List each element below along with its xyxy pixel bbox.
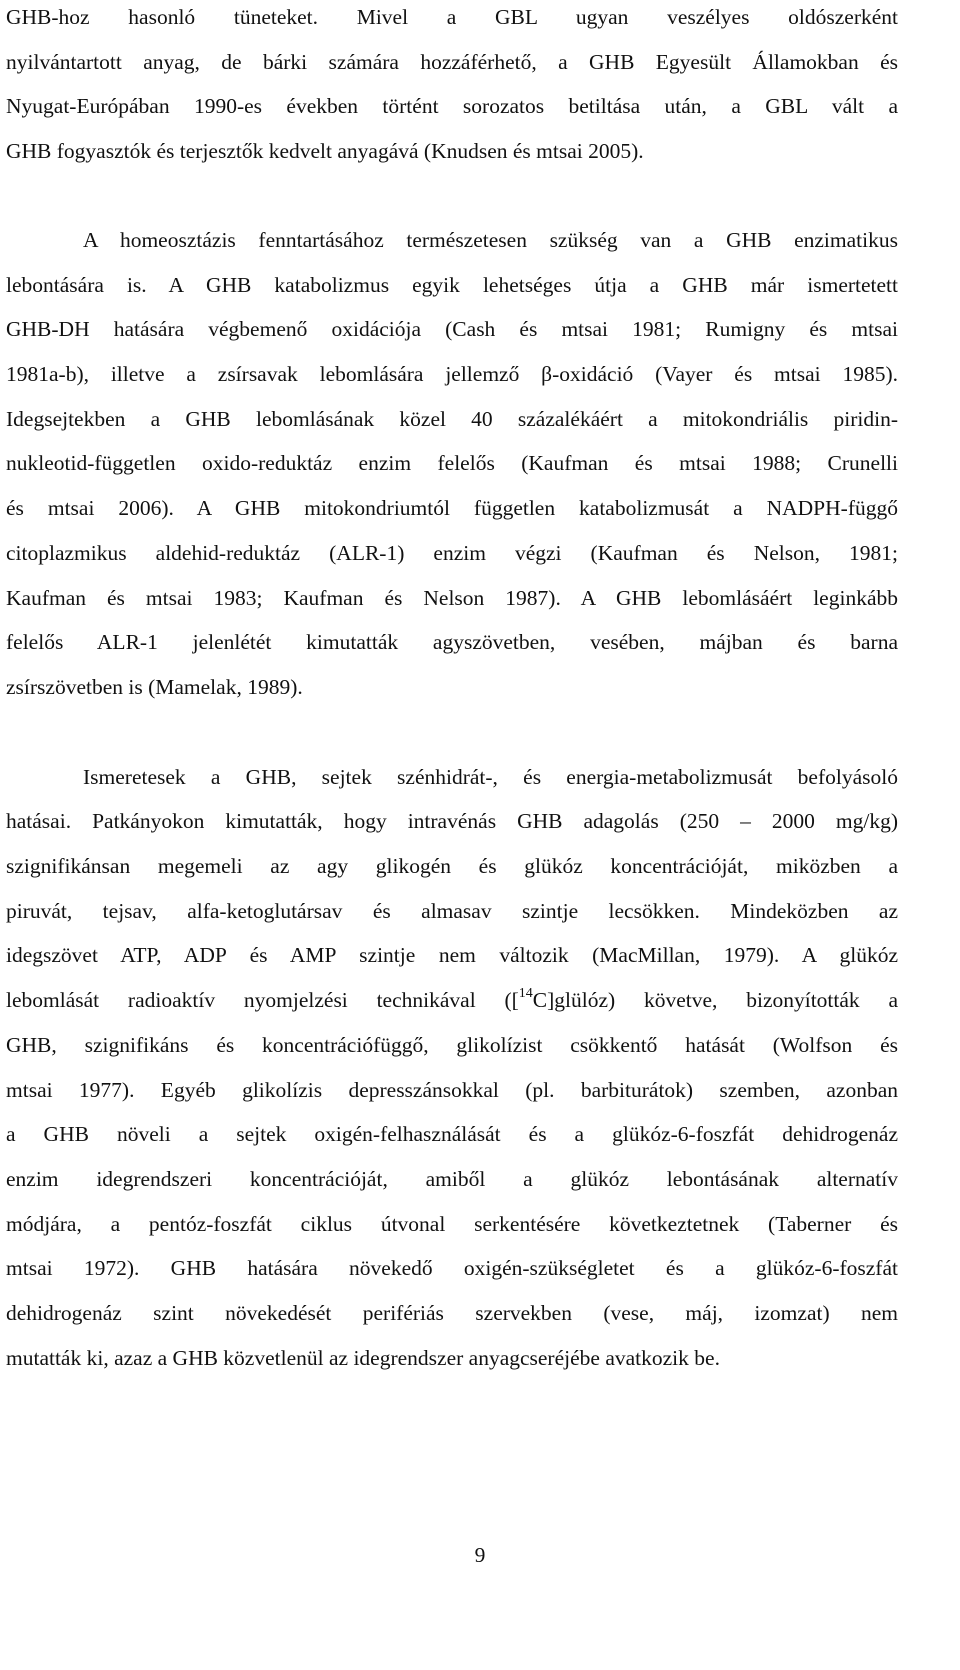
- text-line: citoplazmikus aldehid-reduktáz (ALR-1) enzim végzi (Kaufman és Nelson, 1981;: [6, 541, 898, 565]
- text-line: GHB-hoz hasonló tüneteket. Mivel a GBL ugyan veszélyes oldószerként: [6, 5, 898, 29]
- text-segment: C]glülóz) követve, bizonyították a: [532, 988, 899, 1012]
- text-line: Idegsejtekben a GHB lebomlásának közel 40 százalékáért a mitokondriális piridin-: [6, 407, 898, 431]
- superscript: 14: [518, 986, 533, 1001]
- text-line: GHB-DH hatására végbemenő oxidációja (Cash és mtsai 1981; Rumigny és mtsai: [6, 317, 898, 341]
- text-segment: lebomlását radioaktív nyomjelzési technikával ([: [6, 988, 519, 1012]
- text-line-with-superscript: [6, 985, 898, 1015]
- text-line: zsírszövetben is (Mamelak, 1989).: [6, 675, 303, 699]
- text-line: Nyugat-Európában 1990-es években történt sorozatos betiltása után, a GBL vált a: [6, 94, 898, 118]
- text-line: A homeosztázis fenntartásához természetesen szükség van a GHB enzimatikus: [83, 228, 898, 252]
- text-line: lebontására is. A GHB katabolizmus egyik lehetséges útja a GHB már ismertetett: [6, 273, 898, 297]
- text-line: GHB, szignifikáns és koncentrációfüggő, glikolízist csökkentő hatását (Wolfson és: [6, 1033, 898, 1057]
- text-line: nukleotid-független oxido-reduktáz enzim felelős (Kaufman és mtsai 1988; Crunelli: [6, 451, 898, 475]
- text-line: nyilvántartott anyag, de bárki számára hozzáférhető, a GHB Egyesült Államokban és: [6, 50, 898, 74]
- page-number: 9: [474, 1543, 486, 1567]
- text-line: mtsai 1977). Egyéb glikolízis depresszánsokkal (pl. barbiturátok) szemben, azonban: [6, 1078, 898, 1102]
- text-line: szignifikánsan megemeli az agy glikogén és glükóz koncentrációját, miközben a: [6, 854, 898, 878]
- text-line: mutatták ki, azaz a GHB közvetlenül az idegrendszer anyagcseréjébe avatkozik be.: [6, 1346, 720, 1370]
- text-line: mtsai 1972). GHB hatására növekedő oxigén-szükségletet és a glükóz-6-foszfát: [6, 1256, 898, 1280]
- text-line: piruvát, tejsav, alfa-ketoglutársav és almasav szintje lecsökken. Mindeközben az: [6, 899, 898, 923]
- text-line: módjára, a pentóz-foszfát ciklus útvonal serkentésére következtetnek (Taberner és: [6, 1212, 898, 1236]
- text-line: Ismeretesek a GHB, sejtek szénhidrát-, és energia-metabolizmusát befolyásoló: [83, 765, 898, 789]
- text-line: GHB fogyasztók és terjesztők kedvelt anyagává (Knudsen és mtsai 2005).: [6, 139, 644, 163]
- text-line: hatásai. Patkányokon kimutatták, hogy intravénás GHB adagolás (250 – 2000 mg/kg): [6, 809, 898, 833]
- text-line: enzim idegrendszeri koncentrációját, amiből a glükóz lebontásának alternatív: [6, 1167, 898, 1191]
- text-line: dehidrogenáz szint növekedését perifériás szervekben (vese, máj, izomzat) nem: [6, 1301, 898, 1325]
- text-line: a GHB növeli a sejtek oxigén-felhasználását és a glükóz-6-foszfát dehidrogenáz: [6, 1122, 898, 1146]
- text-line: idegszövet ATP, ADP és AMP szintje nem változik (MacMillan, 1979). A glükóz: [6, 943, 898, 967]
- text-line: és mtsai 2006). A GHB mitokondriumtól független katabolizmusát a NADPH-függő: [6, 496, 898, 520]
- text-line: 1981a-b), illetve a zsírsavak lebomlására jellemző β-oxidáció (Vayer és mtsai 1985).: [6, 362, 898, 386]
- text-line: felelős ALR-1 jelenlétét kimutatták agyszövetben, vesében, májban és barna: [6, 630, 898, 654]
- text-line: Kaufman és mtsai 1983; Kaufman és Nelson 1987). A GHB lebomlásáért leginkább: [6, 586, 898, 610]
